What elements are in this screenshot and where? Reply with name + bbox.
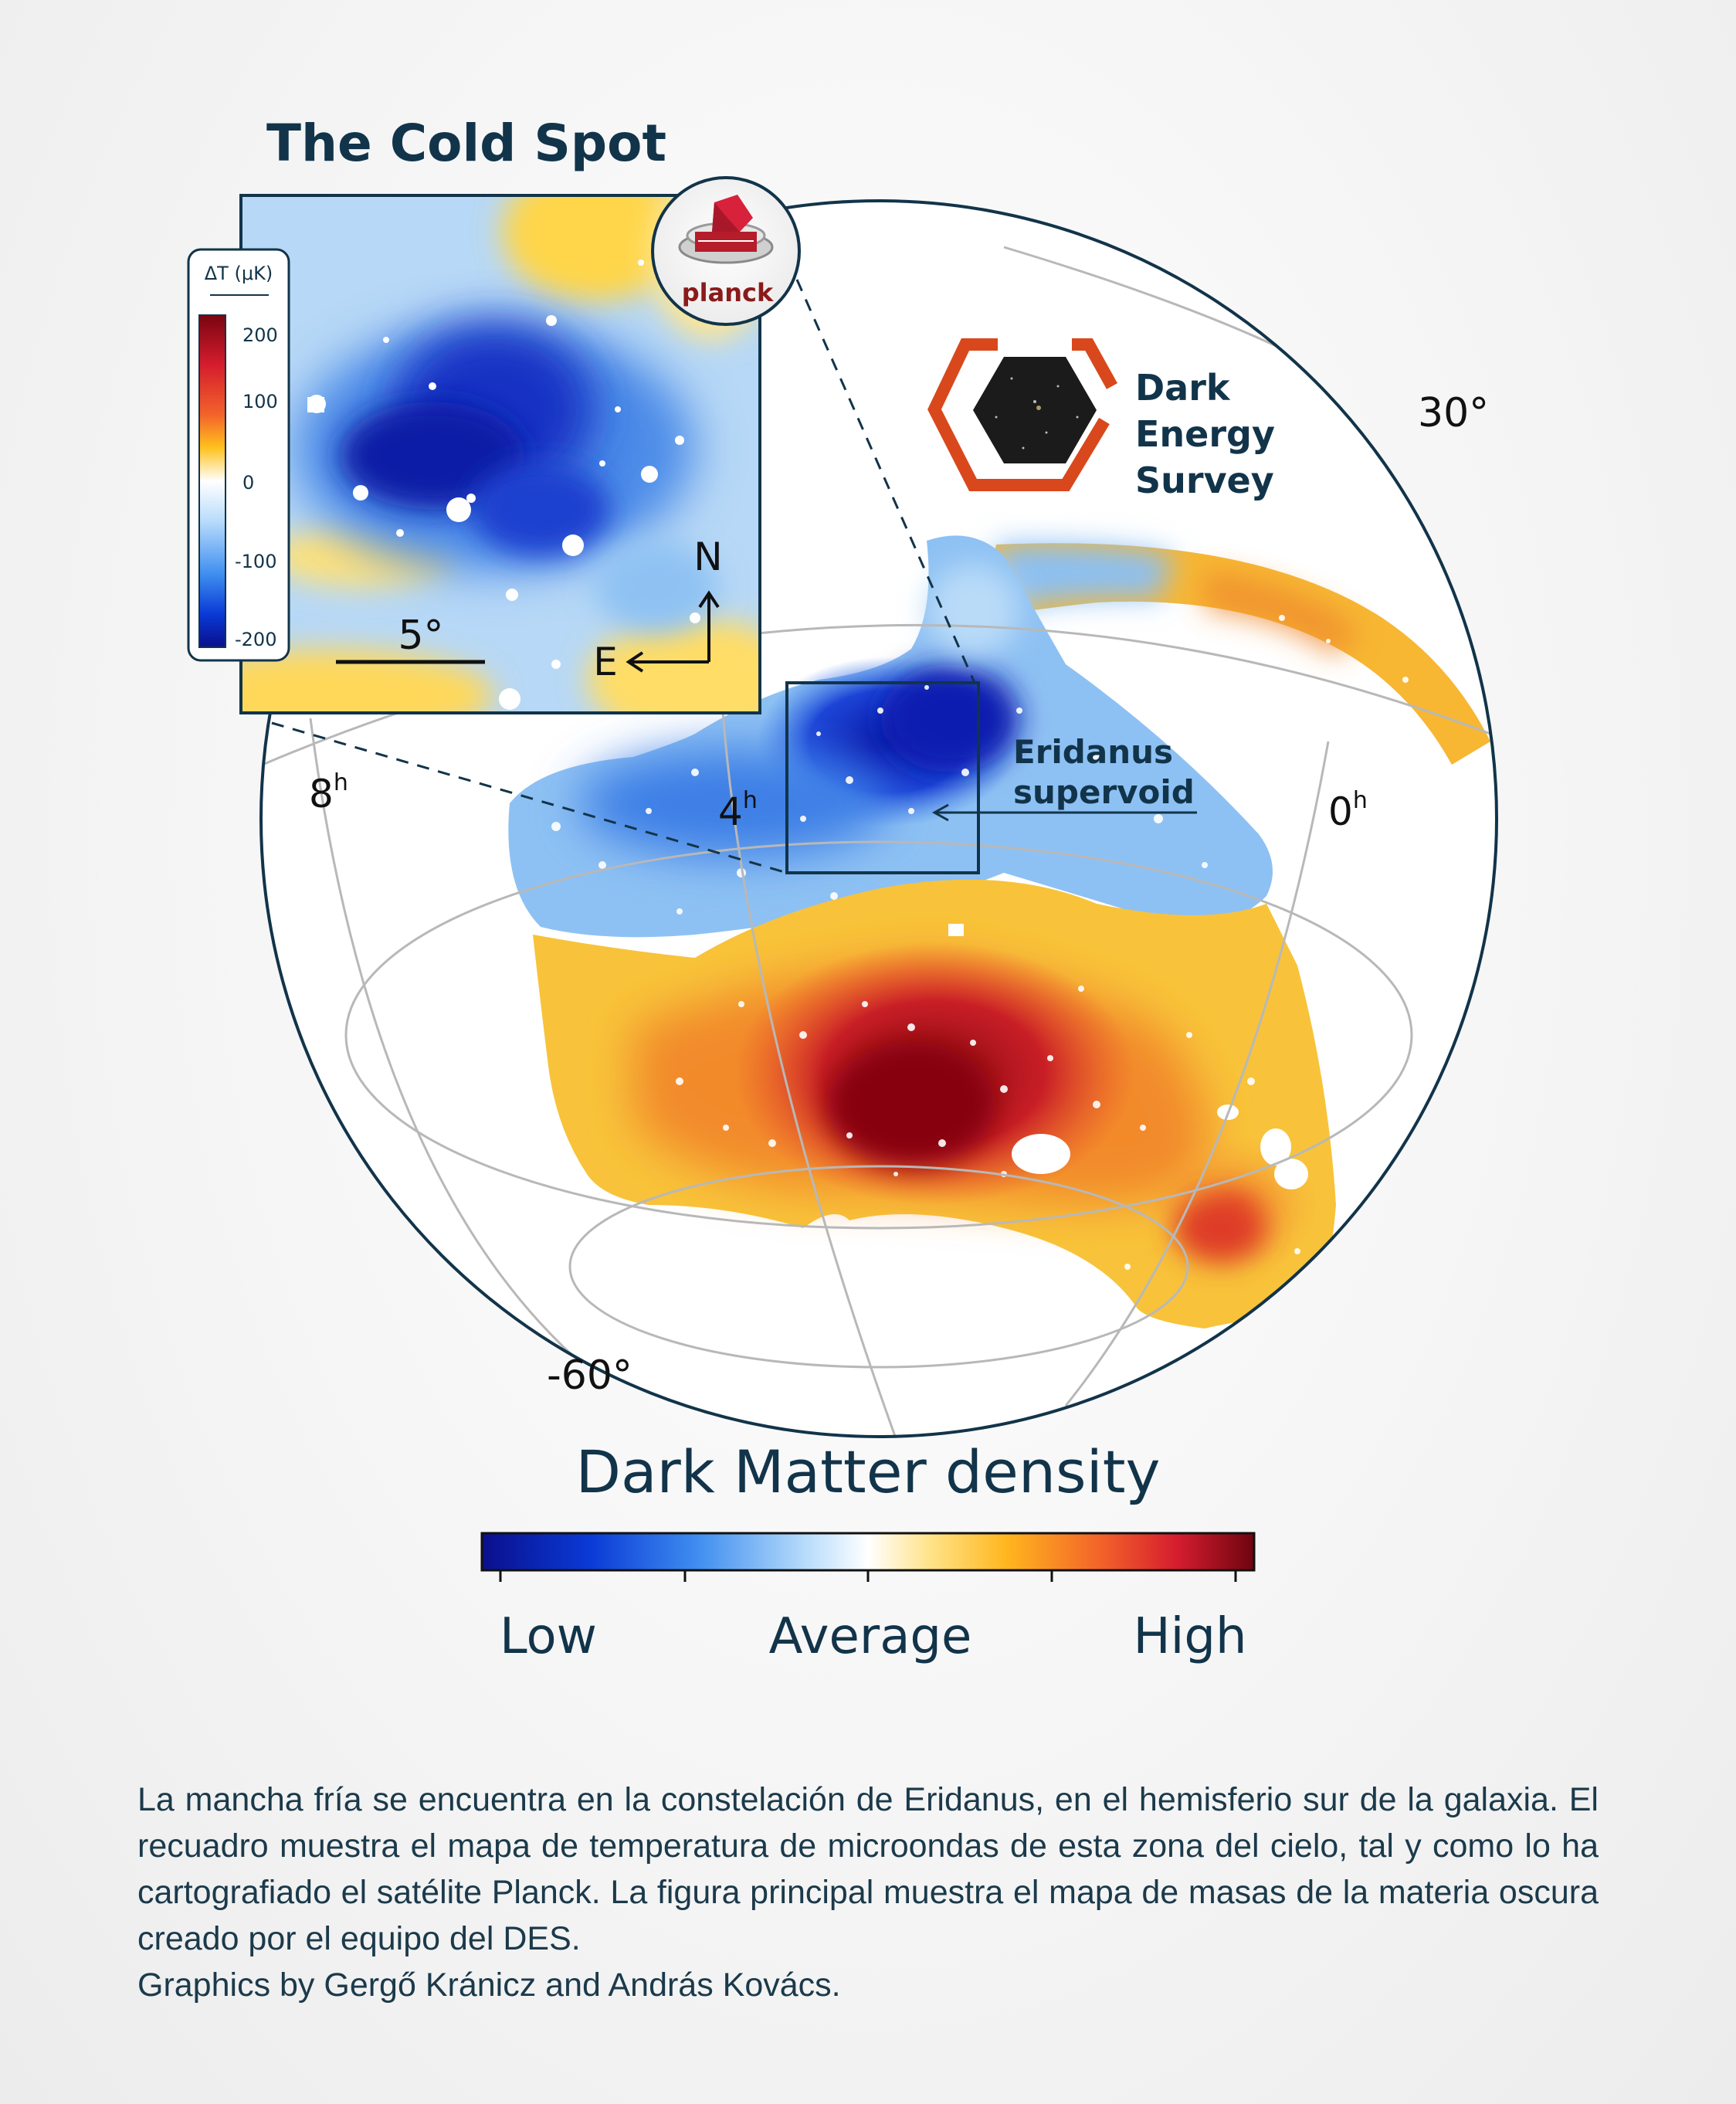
ra-label-0h: 0$^h$: [1328, 787, 1368, 834]
planck-logo-text: planck: [681, 278, 774, 307]
page-title: The Cold Spot: [266, 114, 667, 173]
dec-label-30: 30°: [1418, 390, 1490, 436]
legend-title: ΔT (μK): [204, 263, 273, 284]
legend-tick-minus200: -200: [235, 629, 277, 650]
colorbar-title: Dark Matter density: [575, 1437, 1161, 1506]
planck-logo: [653, 178, 799, 324]
caption-credit: Graphics by Gergő Kránicz and András Kovács.: [137, 1967, 841, 2004]
colorbar-label-low: Low: [499, 1608, 598, 1665]
ra-label-8h: 8$^h$: [309, 769, 348, 816]
legend-tick-0: 0: [242, 472, 255, 494]
density-colorbar: [482, 1437, 1254, 1665]
annotation-line2: supervoid: [1013, 773, 1195, 811]
svg-text:5°: 5°: [398, 613, 444, 659]
des-logo-line1: Dark: [1135, 367, 1230, 409]
annotation-line1: Eridanus: [1013, 733, 1174, 771]
ra-label-4h: 4$^h$: [718, 787, 758, 834]
legend-tick-200: 200: [242, 324, 278, 346]
compass-north: N: [693, 534, 723, 579]
caption: [137, 1777, 1599, 2008]
caption-body: La mancha fría se encuentra en la constelación de Eridanus, en el hemisferio sur de la galaxia. El recuadro muestra el mapa de temperatura de microondas de esta zona del cielo, tal y como lo ha cartografiado el satélite Planck. La figura principal muestra el mapa de masas de la materia oscura creado por el equipo del DES.: [137, 1781, 1599, 1957]
des-logo-line2: Energy: [1135, 413, 1275, 455]
dec-label-minus60: -60°: [547, 1352, 632, 1399]
colorbar-label-average: Average: [768, 1608, 972, 1665]
colorbar-label-high: High: [1133, 1608, 1247, 1665]
des-logo-line3: Survey: [1135, 460, 1274, 501]
compass-east: E: [593, 640, 618, 684]
legend-tick-100: 100: [242, 391, 278, 412]
temperature-legend: [188, 249, 289, 660]
legend-tick-minus100: -100: [235, 551, 277, 572]
